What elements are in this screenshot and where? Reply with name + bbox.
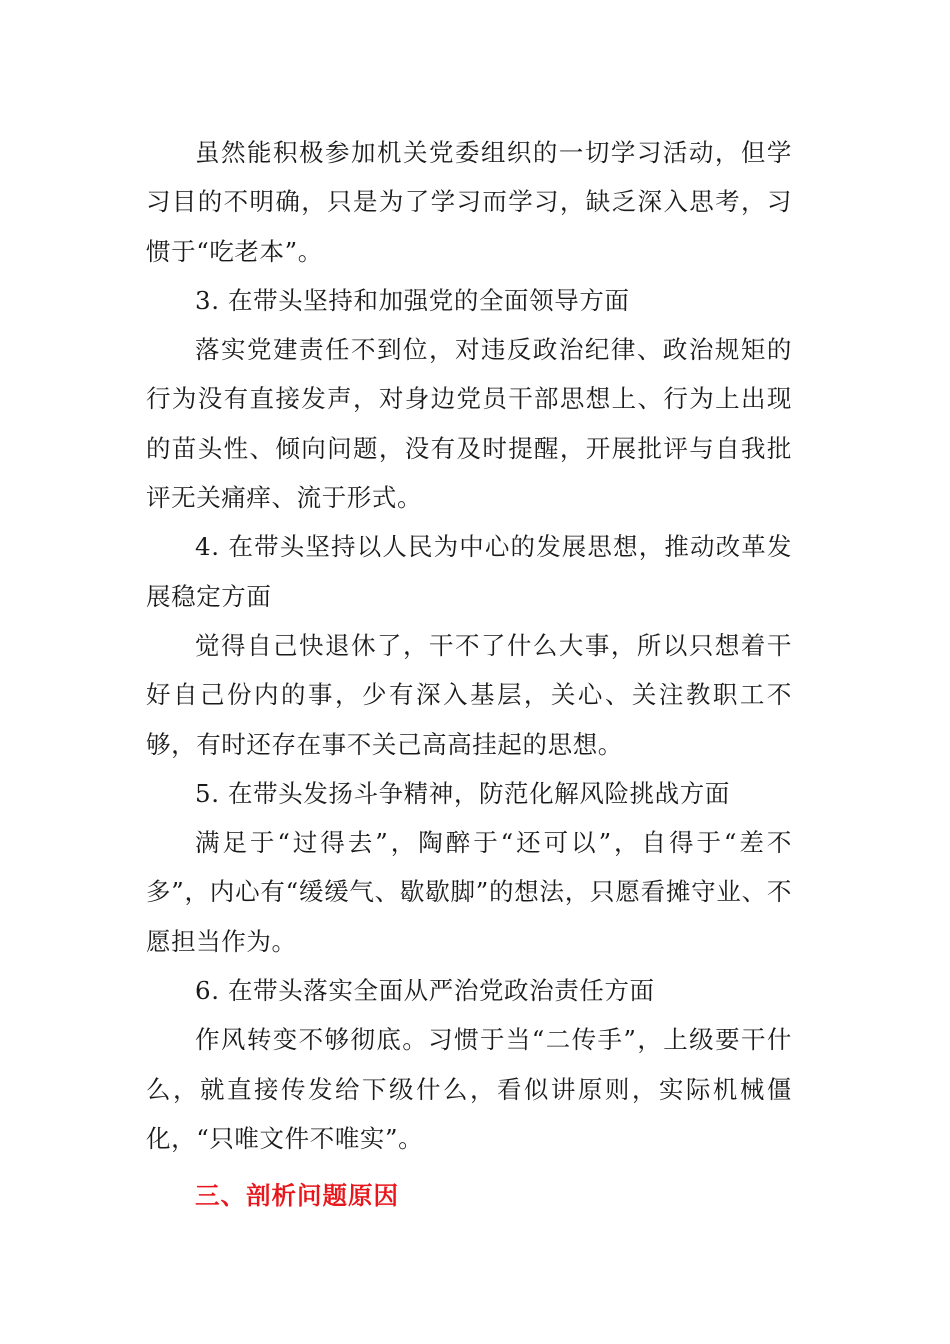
- subheading-party-leadership: 3. 在带头坚持和加强党的全面领导方面: [195, 285, 630, 315]
- paragraph-study-issue: 虽然能积极参加机关党委组织的一切学习活动，但学习目的不明确，只是为了学习而学习，缺乏深入思考，习惯于“吃老本”。: [146, 138, 792, 266]
- subheading-strict-governance: 6. 在带头落实全面从严治党政治责任方面: [195, 976, 655, 1006]
- paragraph-party-leadership: 落实党建责任不到位，对违反政治纪律、政治规矩的行为没有直接发声，对身边党员干部思想上、行为上出现的苗头性、倾向问题，没有及时提醒，开展批评与自我批评无关痛痒、流于形式。: [146, 335, 792, 513]
- paragraph-strict-governance: 作风转变不够彻底。习惯于当“二传手”，上级要干什么，就直接传发给下级什么，看似讲原则，实际机械僵化，“只唯文件不唯实”。: [146, 1025, 792, 1153]
- section-heading-cause-analysis: 三、剖析问题原因: [195, 1181, 399, 1211]
- paragraph-struggle-spirit: 满足于“过得去”，陶醉于“还可以”，自得于“差不多”，内心有“缓缓气、歇歇脚”的想法，只愿看摊守业、不愿担当作为。: [146, 828, 792, 956]
- subheading-struggle-spirit: 5. 在带头发扬斗争精神，防范化解风险挑战方面: [195, 778, 730, 808]
- subheading-people-centered: 4. 在带头坚持以人民为中心的发展思想，推动改革发展稳定方面: [146, 532, 792, 611]
- paragraph-people-centered: 觉得自己快退休了，干不了什么大事，所以只想着干好自己份内的事，少有深入基层，关心、关注教职工不够，有时还存在事不关己高高挂起的思想。: [146, 630, 792, 759]
- document-page: [146, 128, 792, 1221]
